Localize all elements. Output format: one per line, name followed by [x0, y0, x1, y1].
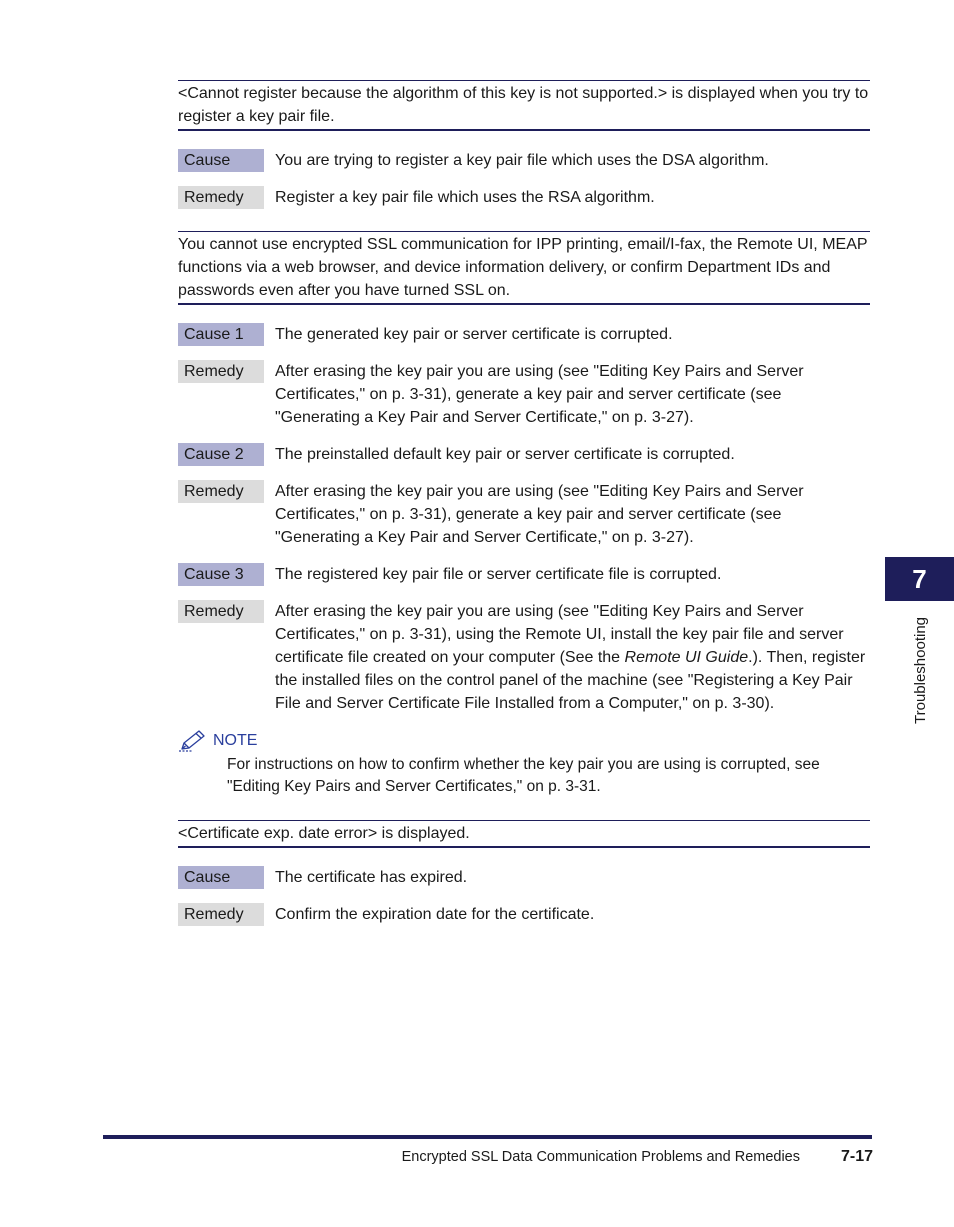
section-header: You cannot use encrypted SSL communication for IPP printing, email/I-fax, the Remote UI, MEAP functions via a web browser, and device information delivery, or confirm Department IDs and passwords even after you have turned SSL on.: [178, 231, 870, 305]
cause-text: The certificate has expired.: [275, 869, 468, 886]
remedy-text-part: .). Then, register the installed files on the control panel of the machine (see "Registering a Key Pair File and Server Certificate File Installed from a Computer," on p. 3-30).: [275, 649, 866, 712]
cause-row: [178, 563, 870, 586]
chapter-tab: 7: [885, 557, 954, 601]
remedy-row: [178, 480, 870, 549]
section-ssl-communication: [178, 231, 870, 798]
remedy-text: Register a key pair file which uses the RSA algorithm.: [275, 189, 655, 206]
cause-text: The generated key pair or server certificate is corrupted.: [275, 326, 673, 343]
cause-row: [178, 866, 870, 889]
remote-ui-guide-reference: Remote UI Guide: [624, 649, 749, 666]
chapter-side-label: Troubleshooting: [912, 616, 929, 724]
remedy-tag: Remedy: [178, 186, 264, 209]
remedy-text: [275, 600, 870, 715]
footer-title: Encrypted SSL Data Communication Problems and Remedies: [401, 1149, 800, 1165]
cause-tag: Cause 1: [178, 323, 264, 346]
remedy-text: After erasing the key pair you are using (see "Editing Key Pairs and Server Certificates," on p. 3-31), generate a key pair and server certificate (see "Generating a Key Pair and Server Certificate," on p. 3-27).: [275, 363, 804, 426]
remedy-tag: Remedy: [178, 480, 264, 503]
section-certificate-expired: [178, 820, 870, 926]
footer-rule: [103, 1135, 872, 1139]
cause-text: You are trying to register a key pair file which uses the DSA algorithm.: [275, 152, 769, 169]
remedy-text-part: After erasing the key pair you are using (see "Editing Key Pairs and Server Certificates," on p. 3-31), using the Remote UI, install the key pair file and server certificate file created on your computer (See the: [275, 603, 844, 666]
remedy-tag: Remedy: [178, 600, 264, 623]
section-header: <Certificate exp. date error> is displayed.: [178, 820, 870, 848]
cause-text: The preinstalled default key pair or server certificate is corrupted.: [275, 446, 735, 463]
remedy-row: [178, 903, 870, 926]
note-label: NOTE: [213, 732, 258, 749]
cause-tag: Cause 2: [178, 443, 264, 466]
cause-row: [178, 323, 870, 346]
page-number: 7-17: [840, 1148, 873, 1165]
remedy-row: [178, 186, 870, 209]
remedy-tag: Remedy: [178, 360, 264, 383]
cause-text: The registered key pair file or server certificate file is corrupted.: [275, 566, 722, 583]
page-content: [178, 80, 870, 940]
cause-row: [178, 149, 870, 172]
section-header: <Cannot register because the algorithm of this key is not supported.> is displayed when you try to register a key pair file.: [178, 80, 870, 131]
section-algorithm-not-supported: [178, 80, 870, 209]
remedy-row: [178, 600, 870, 715]
cause-tag: Cause 3: [178, 563, 264, 586]
pencil-note-icon: [178, 729, 206, 753]
remedy-text: After erasing the key pair you are using (see "Editing Key Pairs and Server Certificates," on p. 3-31), generate a key pair and server certificate (see "Generating a Key Pair and Server Certificate," on p. 3-27).: [275, 483, 804, 546]
remedy-text: Confirm the expiration date for the certificate.: [275, 906, 595, 923]
cause-tag: Cause: [178, 866, 264, 889]
note-box: [178, 729, 870, 798]
note-text: For instructions on how to confirm whether the key pair you are using is corrupted, see "Editing Key Pairs and Server Certificates," on p. 3-31.: [227, 756, 820, 795]
cause-tag: Cause: [178, 149, 264, 172]
cause-row: [178, 443, 870, 466]
remedy-tag: Remedy: [178, 903, 264, 926]
remedy-row: [178, 360, 870, 429]
